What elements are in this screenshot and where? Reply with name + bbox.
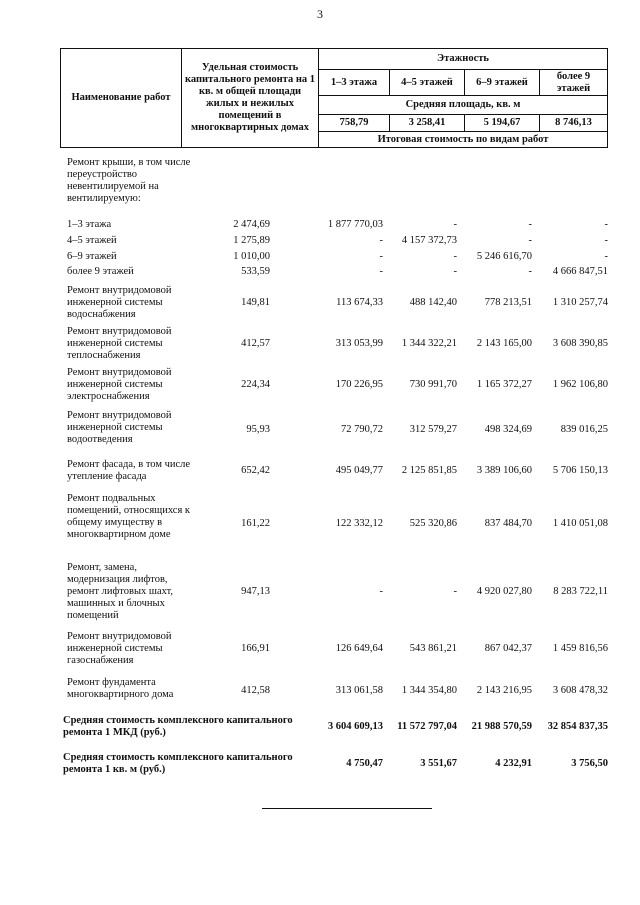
cell-floor-1: 113 674,33 [336,297,383,308]
cell-floor-1: 122 332,12 [335,518,383,529]
cell-floor-1: 313 061,58 [335,685,383,696]
cell-floor-1: - [379,586,383,597]
cell-unit-cost: 95,93 [246,424,270,435]
row-name: Ремонт внутридомовой инженерной системы водоотведения [67,410,172,445]
cell-floor-4: 3 608 478,32 [552,685,608,696]
header-floor-3: 6–9 этажей [464,69,540,96]
cell-floor-4: 1 459 816,56 [552,643,608,654]
cell-floor-4: 839 016,25 [560,424,608,435]
header-floors-title: Этажность [318,48,608,70]
summary-floor-1: 3 604 609,13 [327,721,383,732]
cell-floor-1: 313 053,99 [335,338,383,349]
summary-floor-2: 11 572 797,04 [397,721,457,732]
cell-unit-cost: 533,59 [241,266,270,277]
summary-name: Средняя стоимость комплексного капитального ремонта 1 МКД (руб.) [63,715,293,738]
cell-floor-1: 170 226,95 [335,379,383,390]
cell-floor-3: 3 389 106,60 [476,465,532,476]
row-name: более 9 этажей [67,266,134,277]
cell-floor-1: 1 877 770,03 [327,219,383,230]
row-name: Ремонт внутридомовой инженерной системы теплоснабжения [67,326,172,361]
cell-floor-3: - [528,219,532,230]
row-name: 4–5 этажей [67,235,117,246]
cell-floor-4: 4 666 847,51 [552,266,608,277]
row-name: Ремонт внутридомовой инженерной системы газоснабжения [67,631,172,666]
row-name: Ремонт, замена, модернизация лифтов, ремонт лифтовых шахт, машинных и блочных помещений [67,562,174,621]
cell-floor-4: 5 706 150,13 [552,465,608,476]
cell-unit-cost: 947,13 [241,586,270,597]
row-name: Ремонт внутридомовой инженерной системы электроснабжения [67,367,172,402]
cell-floor-3: 867 042,37 [484,643,532,654]
header-floor-4: более 9 этажей [539,69,608,96]
cell-unit-cost: 161,22 [241,518,270,529]
cell-unit-cost: 166,91 [241,643,270,654]
header-avg-area-1: 758,79 [318,114,390,132]
cell-floor-3: - [528,266,532,277]
header-total-cost-title: Итоговая стоимость по видам работ [318,131,608,148]
cell-floor-3: - [528,235,532,246]
cell-floor-3: 2 143 216,95 [476,685,532,696]
cell-floor-4: 1 410 051,08 [552,518,608,529]
cell-floor-1: 126 649,64 [335,643,383,654]
cell-floor-4: 1 962 106,80 [552,379,608,390]
cell-unit-cost: 1 275,89 [233,235,270,246]
cell-floor-4: 8 283 722,11 [553,586,608,597]
row-name: Ремонт внутридомовой инженерной системы водоснабжения [67,285,172,320]
page-number: 3 [317,7,323,21]
cell-floor-3: 1 165 372,27 [476,379,532,390]
cell-unit-cost: 149,81 [241,297,270,308]
cell-unit-cost: 652,42 [241,465,270,476]
cell-floor-1: - [379,251,383,262]
row-name: 6–9 этажей [67,251,117,262]
cell-floor-3: 498 324,69 [484,424,532,435]
summary-floor-4: 32 854 837,35 [547,721,608,732]
header-col-unit-cost: Удельная стоимость капитального ремонта на 1 кв. м общей площади жилых и нежилых помещений в многоквартирных домах [181,48,319,148]
cell-floor-3: 778 213,51 [484,297,532,308]
cell-floor-3: 837 484,70 [484,518,532,529]
cell-floor-1: 495 049,77 [335,465,383,476]
row-name: Ремонт фасада, в том числе утепление фасада [67,459,191,482]
header-avg-area-title: Средняя площадь, кв. м [318,95,608,115]
row-name: 1–3 этажа [67,219,112,230]
header-avg-area-3: 5 194,67 [464,114,540,132]
header-col-name: Наименование работ [60,48,182,148]
cell-unit-cost: 412,57 [241,338,270,349]
cell-floor-2: 543 861,21 [409,643,457,654]
header-floor-1: 1–3 этажа [318,69,390,96]
summary-floor-1: 4 750,47 [346,758,383,769]
cell-floor-1: 72 790,72 [341,424,383,435]
row-name: Ремонт крыши, в том числе переустройство невентилируемой на вентилируемую: [67,157,191,204]
cell-floor-2: 1 344 322,21 [401,338,457,349]
cell-floor-2: - [453,251,457,262]
cell-floor-2: 4 157 372,73 [401,235,457,246]
header-avg-area-2: 3 258,41 [389,114,465,132]
header-avg-area-4: 8 746,13 [539,114,608,132]
footer-rule [262,808,432,809]
cell-floor-1: - [379,235,383,246]
header-floor-2: 4–5 этажей [389,69,465,96]
summary-floor-3: 4 232,91 [495,758,532,769]
cell-floor-2: 312 579,27 [409,424,457,435]
summary-name: Средняя стоимость комплексного капитального ремонта 1 кв. м (руб.) [63,752,293,775]
cell-floor-4: - [604,251,608,262]
row-name: Ремонт фундамента многоквартирного дома [67,677,174,700]
cell-unit-cost: 2 474,69 [233,219,270,230]
cell-floor-4: - [604,235,608,246]
cell-unit-cost: 1 010,00 [233,251,270,262]
summary-floor-3: 21 988 570,59 [471,721,532,732]
cell-floor-2: 525 320,86 [409,518,457,529]
cell-floor-2: - [453,266,457,277]
cell-floor-2: 730 991,70 [409,379,457,390]
cell-floor-2: - [453,586,457,597]
cell-floor-2: 488 142,40 [409,297,457,308]
cell-floor-4: - [604,219,608,230]
cell-floor-4: 1 310 257,74 [552,297,608,308]
summary-floor-2: 3 551,67 [420,758,457,769]
cell-floor-4: 3 608 390,85 [552,338,608,349]
summary-floor-4: 3 756,50 [571,758,608,769]
cell-unit-cost: 224,34 [241,379,270,390]
cell-floor-3: 2 143 165,00 [476,338,532,349]
cell-floor-2: 1 344 354,80 [401,685,457,696]
cell-floor-2: 2 125 851,85 [401,465,457,476]
cell-floor-1: - [379,266,383,277]
row-name: Ремонт подвальных помещений, относящихся к общему имуществу в многоквартирном доме [67,493,191,540]
cell-unit-cost: 412,58 [241,685,270,696]
cell-floor-3: 5 246 616,70 [476,251,532,262]
cell-floor-3: 4 920 027,80 [476,586,532,597]
cell-floor-2: - [453,219,457,230]
